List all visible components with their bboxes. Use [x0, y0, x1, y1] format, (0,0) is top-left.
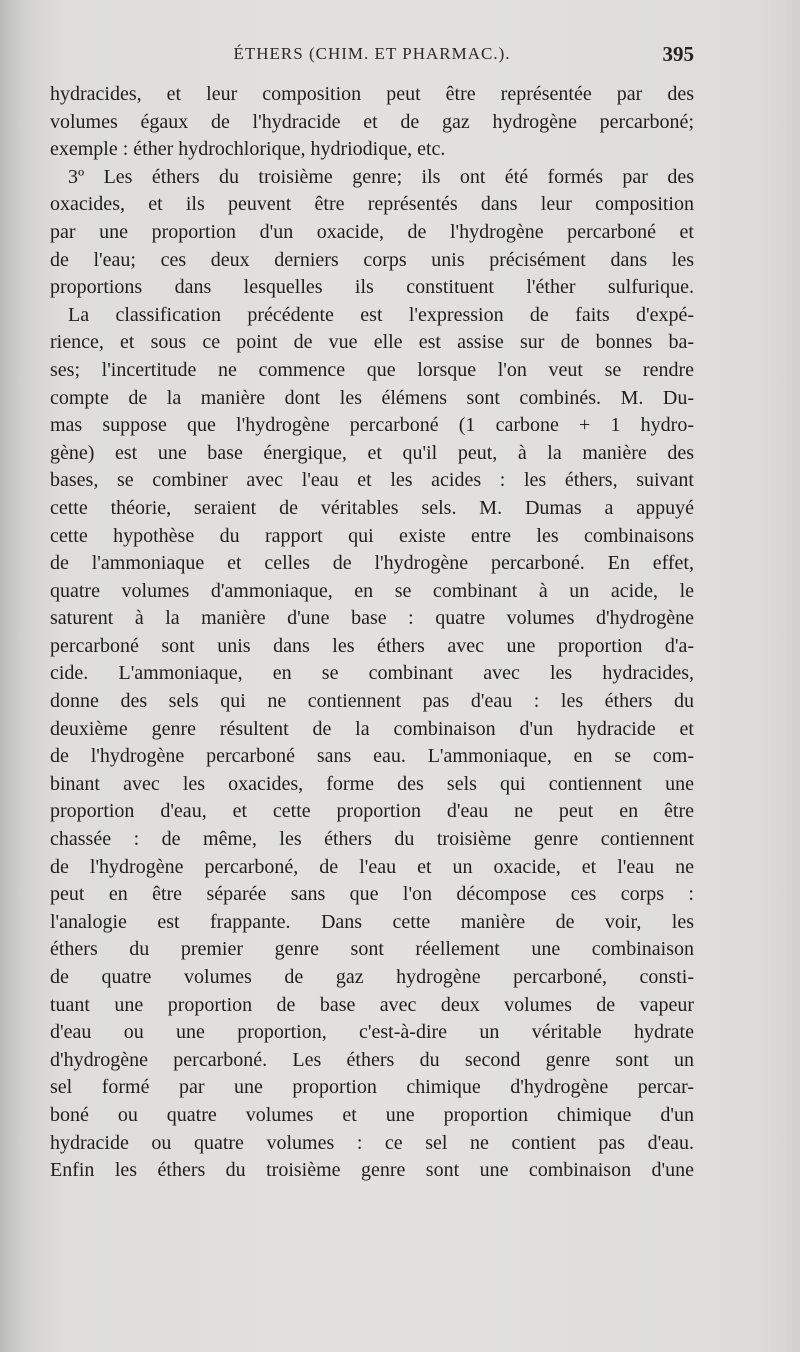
- text-line: éthers du premier genre sont réellement une combinaison: [50, 938, 694, 961]
- text-line: l'analogie est frappante. Dans cette manière de voir, les: [50, 910, 694, 933]
- text-line: saturent à la manière d'une base : quatre volumes d'hydrogène: [50, 607, 694, 630]
- text-line: deuxième genre résultent de la combinaison d'un hydracide et: [50, 717, 694, 740]
- text-line: hydracide ou quatre volumes : ce sel ne contient pas d'eau.: [50, 1131, 694, 1154]
- text-line: de l'hydrogène percarboné, de l'eau et un oxacide, et l'eau ne: [50, 855, 694, 878]
- text-line: proportion d'eau, et cette proportion d'eau ne peut en être: [50, 800, 694, 823]
- text-line: par une proportion d'un oxacide, de l'hydrogène percarboné et: [50, 220, 694, 243]
- text-line: compte de la manière dont les élémens sont combinés. M. Du-: [50, 386, 694, 409]
- text-line: d'eau ou une proportion, c'est-à-dire un véritable hydrate: [50, 1021, 694, 1044]
- text-line: chassée : de même, les éthers du troisième genre contiennent: [50, 828, 694, 851]
- text-line: percarboné sont unis dans les éthers avec une proportion d'a-: [50, 634, 694, 657]
- text-line: hydracides, et leur composition peut être représentée par des: [50, 83, 694, 105]
- text-line: cette théorie, seraient de véritables sels. M. Dumas a appuyé: [50, 496, 694, 519]
- text-line: de quatre volumes de gaz hydrogène percarboné, consti-: [50, 966, 694, 988]
- text-line: bases, se combiner avec l'eau et les acides : les éthers, suivant: [50, 469, 694, 492]
- text-line: mas suppose que l'hydrogène percarboné (1 carbone + 1 hydro-: [50, 414, 694, 437]
- running-head: ÉTHERS (CHIM. ET PHARMAC.).: [233, 44, 511, 63]
- text-line: exemple : éther hydrochlorique, hydriodique, etc.: [50, 138, 446, 161]
- text-line: de l'eau; ces deux derniers corps unis précisément dans les: [50, 248, 694, 271]
- text-line: tuant une proportion de base avec deux volumes de vapeur: [50, 993, 694, 1016]
- text-line: donne des sels qui ne contiennent pas d'eau : les éthers du: [50, 690, 694, 713]
- text-line: cette hypothèse du rapport qui existe entre les combinaisons: [50, 524, 694, 547]
- text-line: cide. L'ammoniaque, en se combinant avec les hydracides,: [50, 662, 694, 685]
- page-header: [50, 44, 694, 74]
- text-line: volumes égaux de l'hydracide et de gaz hydrogène percarboné;: [50, 110, 694, 133]
- text-line: gène) est une base énergique, et qu'il peut, à la manière des: [50, 441, 694, 464]
- text-line: ses; l'incertitude ne commence que lorsque l'on veut se rendre: [50, 358, 694, 381]
- text-line: de l'hydrogène percarboné sans eau. L'ammoniaque, en se com-: [50, 745, 694, 768]
- page-number: 395: [662, 42, 694, 66]
- body-text: [50, 81, 694, 1185]
- text-line: La classification précédente est l'expression de faits d'expé-: [68, 303, 694, 326]
- text-line: rience, et sous ce point de vue elle est assise sur de bonnes ba-: [50, 331, 694, 354]
- text-line: d'hydrogène percarboné. Les éthers du second genre sont un: [50, 1048, 694, 1071]
- text-line: de l'ammoniaque et celles de l'hydrogène percarboné. En effet,: [50, 552, 694, 575]
- text-line: Enfin les éthers du troisième genre sont une combinaison d'une: [50, 1159, 694, 1182]
- text-line: proportions dans lesquelles ils constituent l'éther sulfurique.: [50, 276, 694, 299]
- text-line: quatre volumes d'ammoniaque, en se combinant à un acide, le: [50, 579, 694, 602]
- text-line: binant avec les oxacides, forme des sels qui contiennent une: [50, 772, 694, 795]
- text-line: boné ou quatre volumes et une proportion chimique d'un: [50, 1103, 694, 1126]
- text-line: 3º Les éthers du troisième genre; ils ont été formés par des: [68, 165, 694, 188]
- text-line: oxacides, et ils peuvent être représentés dans leur composition: [50, 193, 694, 216]
- text-line: sel formé par une proportion chimique d'hydrogène percar-: [50, 1076, 694, 1099]
- text-line: peut en être séparée sans que l'on décompose ces corps :: [50, 883, 694, 906]
